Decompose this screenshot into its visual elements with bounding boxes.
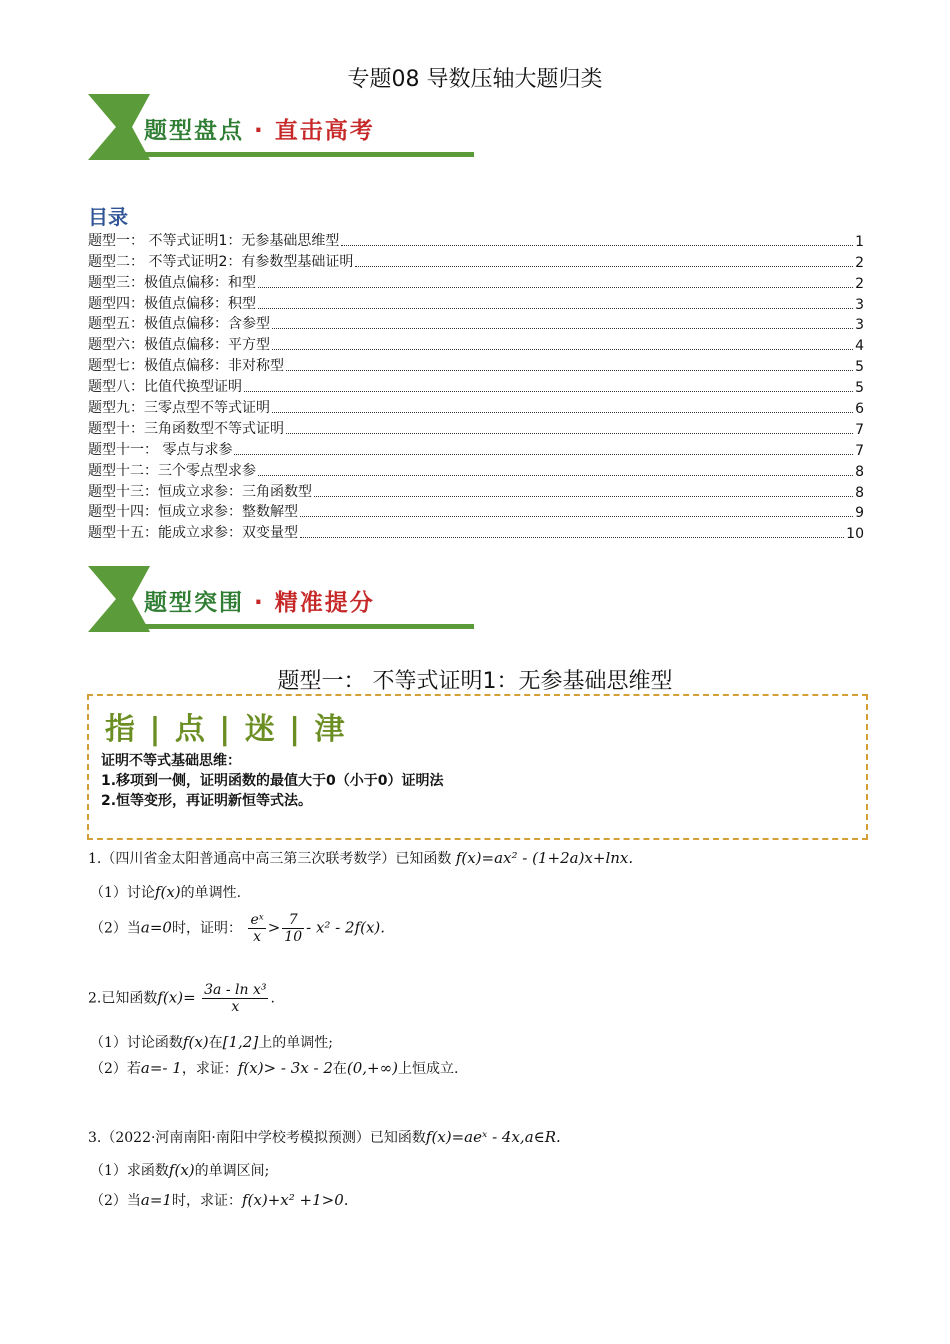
toc-item[interactable]: 题型三：极值点偏移：和型 2	[88, 274, 864, 292]
banner-1-right-text: 直击高考	[274, 118, 375, 144]
toc-heading: 目录	[88, 205, 128, 229]
problem-3-stem: 3.（2022·河南南阳·南阳中学校考模拟预测）已知函数f(x)=aeˣ - 4x,a∈R.	[88, 1128, 561, 1146]
problem-3-part-2: （2）当a=1时，求证：f(x)+x² +1>0.	[90, 1191, 349, 1209]
toc-item[interactable]: 题型五：极值点偏移：含参型 3	[88, 316, 864, 334]
problem-2-part-2: （2）若a=- 1，求证：f(x)> - 3x - 2在(0,+∞)上恒成立.	[90, 1059, 459, 1077]
toc-item[interactable]: 题型二： 不等式证明2：有参数型基础证明 2	[88, 253, 864, 271]
tip-line: 1.移项到一侧，证明函数的最值大于0（小于0）证明法	[101, 773, 444, 789]
document-title: 专题08 导数压轴大题归类	[347, 67, 603, 92]
problem-2-part-1: （1）讨论函数f(x)在[1,2]上的单调性;	[90, 1033, 333, 1051]
toc-item[interactable]: 题型四：极值点偏移：积型 3	[88, 295, 864, 313]
toc-item[interactable]: 题型十一： 零点与求参 7	[88, 441, 864, 459]
banner-2-left-text: 题型突围	[144, 590, 244, 616]
toc-item[interactable]: 题型十：三角函数型不等式证明 7	[88, 420, 864, 438]
section-banner-1	[88, 94, 478, 160]
problem-1-stem: 1.（四川省金太阳普通高中高三第三次联考数学）已知函数 f(x)=ax² - (1+2a)x+lnx.	[88, 849, 634, 867]
section-banner-2	[88, 566, 478, 632]
toc-item[interactable]: 题型十四：恒成立求参：整数解型 9	[88, 504, 864, 522]
toc-item[interactable]: 题型十三：恒成立求参：三角函数型 8	[88, 483, 864, 501]
toc-item[interactable]: 题型十五：能成立求参：双变量型 10	[88, 525, 864, 543]
tip-line: 2.恒等变形，再证明新恒等式法。	[101, 793, 313, 809]
table-of-contents	[88, 229, 864, 542]
toc-item[interactable]: 题型六：极值点偏移：平方型 4	[88, 337, 864, 355]
problem-1-formula: f(x)=ax² - (1+2a)x+lnx.	[455, 849, 634, 867]
toc-item[interactable]: 题型一： 不等式证明1：无参基础思维型 1	[88, 232, 864, 250]
problem-2-stem: 2.已知函数f(x)= $\frac{\text{3a - ln x³}}{x}$ .	[88, 982, 275, 1015]
toc-item[interactable]: 题型七：极值点偏移：非对称型 5	[88, 358, 864, 376]
tip-heading: 指 | 点 | 迷 | 津	[105, 712, 347, 747]
toc-item[interactable]: 题型九：三零点型不等式证明 6	[88, 400, 864, 418]
tip-box	[87, 694, 868, 840]
toc-item[interactable]: 题型十二：三个零点型求参 8	[88, 462, 864, 480]
section-title: 题型一： 不等式证明1：无参基础思维型	[277, 669, 673, 694]
tip-line: 证明不等式基础思维：	[101, 753, 241, 769]
toc-item[interactable]: 题型八：比值代换型证明 5	[88, 379, 864, 397]
problem-1-part-2: （2）当a=0时，证明： $\frac{\text{eˣ}}{x}$ > $\frac{7}{10}$ - x² - 2f(x).	[90, 912, 386, 945]
banner-1-dot: ·	[254, 118, 265, 144]
banner-1-left-text: 题型盘点	[144, 118, 244, 144]
problem-1-part-1: （1）讨论f(x)的单调性.	[90, 883, 242, 901]
banner-2-right-text: 精准提分	[274, 590, 375, 616]
problem-3-part-1: （1）求函数f(x)的单调区间;	[90, 1161, 270, 1179]
banner-2-dot: ·	[254, 590, 265, 616]
